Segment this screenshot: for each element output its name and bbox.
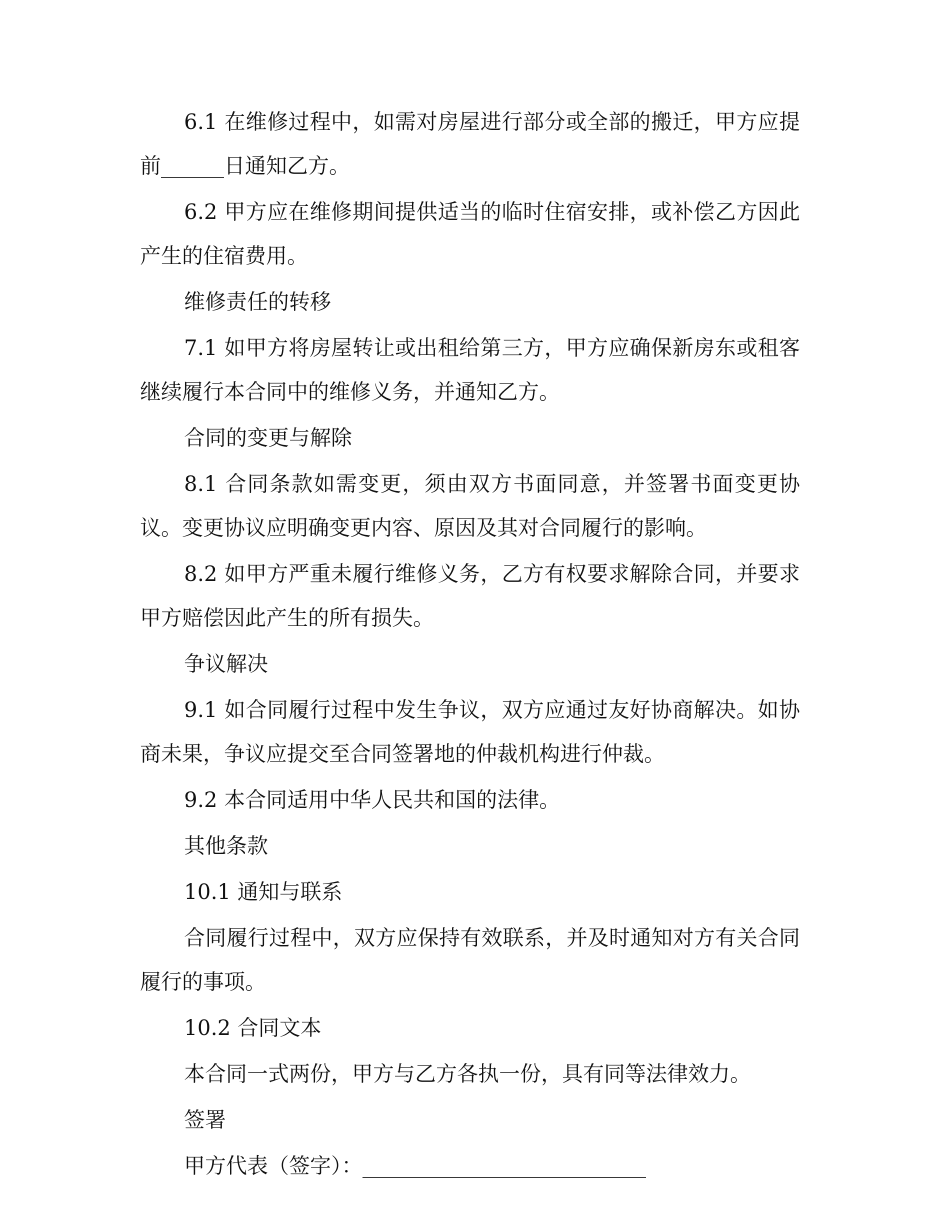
clause-9-1: 9.1 如合同履行过程中发生争议，双方应通过友好协商解决。如协商未果，争议应提交至合同签署地的仲裁机构进行仲裁。: [140, 698, 800, 766]
section-heading-other-terms: 其他条款: [184, 834, 268, 858]
document-body: [140, 100, 800, 1190]
section-heading-maintenance-transfer: 维修责任的转移: [184, 290, 331, 314]
clause-8-1: 8.1 合同条款如需变更，须由双方书面同意，并签署书面变更协议。变更协议应明确变更内容、原因及其对合同履行的影响。: [140, 472, 800, 540]
clause-8-2: 8.2 如甲方严重未履行维修义务，乙方有权要求解除合同，并要求甲方赔偿因此产生的所有损失。: [140, 562, 800, 630]
clause-10-1-body: 合同履行过程中，双方应保持有效联系，并及时通知对方有关合同履行的事项。: [140, 926, 800, 994]
clause-10-2-body: 本合同一式两份，甲方与乙方各执一份，具有同等法律效力。: [184, 1062, 751, 1086]
clause-7-1: 7.1 如甲方将房屋转让或出租给第三方，甲方应确保新房东或租客继续履行本合同中的维修义务，并通知乙方。: [140, 336, 800, 404]
section-heading-contract-change: 合同的变更与解除: [184, 426, 352, 450]
clause-10-2-heading: 10.2 合同文本: [184, 1016, 322, 1040]
section-heading-signature: 签署: [184, 1108, 226, 1132]
clause-10-1-heading: 10.1 通知与联系: [184, 880, 343, 904]
section-heading-dispute-resolution: 争议解决: [184, 652, 268, 676]
clause-6-1: 6.1 在维修过程中，如需对房屋进行部分或全部的搬迁，甲方应提前______日通知乙方。: [140, 110, 800, 178]
clause-6-2: 6.2 甲方应在维修期间提供适当的临时住宿安排，或补偿乙方因此产生的住宿费用。: [140, 200, 800, 268]
party-a-signature-line: 甲方代表（签字）：___________________________: [184, 1154, 646, 1178]
clause-9-2: 9.2 本合同适用中华人民共和国的法律。: [184, 788, 561, 812]
